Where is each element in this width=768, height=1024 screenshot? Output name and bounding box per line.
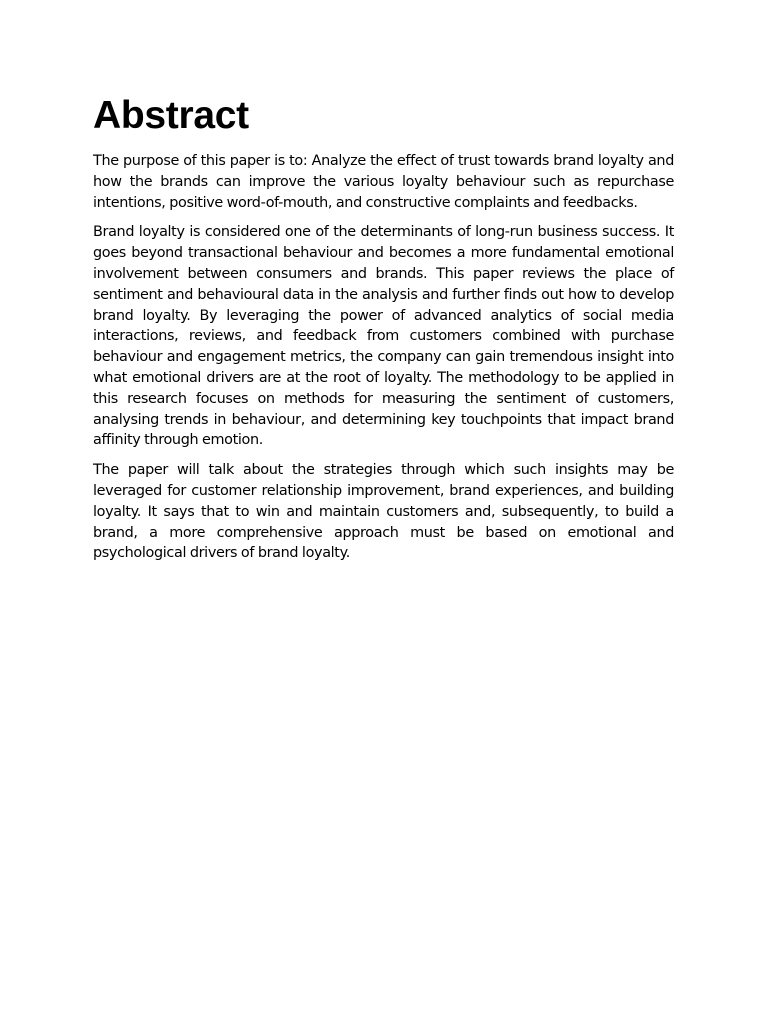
abstract-paragraph-body: Brand loyalty is considered one of the determinants of long-run business success. It goes beyond transactional behaviour and becomes a more fundamental emotional involvement between consumers and brands. This paper reviews the place of sentiment and behavioural data in the analysis and further finds out how to develop brand loyalty. By leveraging the power of advanced analytics of social media interactions, reviews, and feedback from customers combined with purchase behaviour and engagement metrics, the company can gain tremendous insight into what emotional drivers are at the root of loyalty. The methodology to be applied in this research focuses on methods for measuring the sentiment of customers, analysing trends in behaviour, and determining key touchpoints that impact brand affinity through emotion.: [93, 224, 674, 449]
abstract-paragraph-purpose: The purpose of this paper is to: Analyze the effect of trust towards brand loyalty and how the brands can improve the various loyalty behaviour such as repurchase intentions, positive word-of-mouth, and constructive complaints and feedbacks.: [93, 153, 674, 211]
abstract-section: [93, 95, 674, 573]
abstract-heading: Abstract: [93, 94, 249, 137]
abstract-paragraph-strategies: The paper will talk about the strategies through which such insights may be leveraged for customer relationship improvement, brand experiences, and building loyalty. It says that to win and maintain customers and, subsequently, to build a brand, a more comprehensive approach must be based on emotional and psychological drivers of brand loyalty.: [93, 462, 674, 562]
